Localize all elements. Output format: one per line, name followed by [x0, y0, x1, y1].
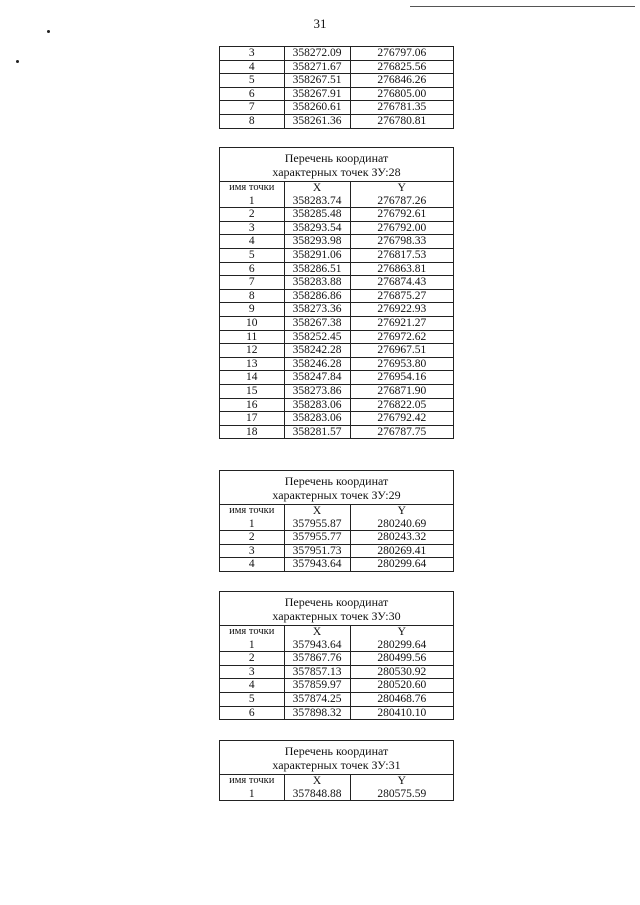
coords-table-zu30 [219, 591, 454, 720]
caption-line: Перечень координат [284, 151, 389, 165]
x-value: 358252.45 [284, 330, 350, 344]
table-row [220, 316, 453, 330]
x-value: 358267.51 [284, 74, 350, 88]
x-value: 357874.25 [284, 692, 350, 706]
caption-line: Перечень координат [284, 474, 389, 488]
table-row [220, 357, 453, 371]
y-value: 280269.41 [350, 544, 453, 558]
caption-line: характерных точек ЗУ:31 [272, 758, 401, 772]
column-header-y: Y [350, 775, 453, 788]
x-value: 358283.74 [284, 195, 350, 208]
y-value: 276817.53 [350, 248, 453, 262]
table-row [220, 303, 453, 317]
table-row [220, 101, 453, 115]
point-name: 8 [220, 289, 284, 303]
column-header-x: X [284, 182, 350, 195]
y-value: 276781.35 [350, 101, 453, 115]
scan-mark [16, 60, 19, 63]
point-name: 4 [220, 60, 284, 74]
x-value: 358260.61 [284, 101, 350, 115]
table-row [220, 706, 453, 719]
coords-table-zu31 [219, 740, 454, 801]
point-name: 12 [220, 344, 284, 358]
table-row [220, 248, 453, 262]
y-value: 280499.56 [350, 652, 453, 666]
point-name: 7 [220, 101, 284, 115]
point-name: 11 [220, 330, 284, 344]
point-name: 5 [220, 248, 284, 262]
caption-line: характерных точек ЗУ:29 [272, 488, 401, 502]
point-name: 2 [220, 531, 284, 545]
column-header-name: имя точки [220, 182, 284, 195]
table-row [220, 412, 453, 426]
x-value: 358293.54 [284, 221, 350, 235]
table-header-row [220, 775, 453, 788]
y-value: 280243.32 [350, 531, 453, 545]
table-row [220, 425, 453, 438]
caption-line: характерных точек ЗУ:30 [272, 609, 401, 623]
y-value: 280530.92 [350, 665, 453, 679]
y-value: 276798.33 [350, 235, 453, 249]
point-name: 6 [220, 706, 284, 719]
table-row [220, 679, 453, 693]
x-value: 357859.97 [284, 679, 350, 693]
point-name: 10 [220, 316, 284, 330]
table-row [220, 788, 453, 801]
y-value: 276787.75 [350, 425, 453, 438]
table-row [220, 74, 453, 88]
x-value: 358283.06 [284, 398, 350, 412]
y-value: 276871.90 [350, 384, 453, 398]
point-name: 4 [220, 558, 284, 571]
table-row [220, 344, 453, 358]
table-row [220, 60, 453, 74]
point-name: 18 [220, 425, 284, 438]
point-name: 9 [220, 303, 284, 317]
table-row [220, 398, 453, 412]
y-value: 276797.06 [350, 47, 453, 60]
table-caption [220, 471, 453, 505]
y-value: 280520.60 [350, 679, 453, 693]
y-value: 276874.43 [350, 276, 453, 290]
x-value: 358286.51 [284, 262, 350, 276]
y-value: 276967.51 [350, 344, 453, 358]
x-value: 357848.88 [284, 788, 350, 801]
column-header-name: имя точки [220, 775, 284, 788]
table-header-row [220, 505, 453, 518]
page-number: 31 [313, 16, 327, 31]
y-value: 276780.81 [350, 114, 453, 127]
x-value: 357951.73 [284, 544, 350, 558]
caption-line: Перечень координат [284, 744, 389, 758]
point-name: 1 [220, 639, 284, 652]
x-value: 358283.88 [284, 276, 350, 290]
y-value: 276792.42 [350, 412, 453, 426]
y-value: 276787.26 [350, 195, 453, 208]
y-value: 276822.05 [350, 398, 453, 412]
column-header-x: X [284, 505, 350, 518]
table-caption [220, 741, 453, 775]
column-header-y: Y [350, 505, 453, 518]
x-value: 357898.32 [284, 706, 350, 719]
point-name: 5 [220, 692, 284, 706]
table-row [220, 276, 453, 290]
x-value: 357857.13 [284, 665, 350, 679]
point-name: 6 [220, 87, 284, 101]
x-value: 358286.86 [284, 289, 350, 303]
point-name: 2 [220, 652, 284, 666]
table-row [220, 87, 453, 101]
point-name: 6 [220, 262, 284, 276]
y-value: 276846.26 [350, 74, 453, 88]
y-value: 276922.93 [350, 303, 453, 317]
table-row [220, 692, 453, 706]
top-rule [410, 6, 635, 7]
table-row [220, 221, 453, 235]
point-name: 5 [220, 74, 284, 88]
point-name: 1 [220, 195, 284, 208]
y-value: 276972.62 [350, 330, 453, 344]
y-value: 276805.00 [350, 87, 453, 101]
point-name: 14 [220, 371, 284, 385]
x-value: 357955.87 [284, 518, 350, 531]
table-caption [220, 148, 453, 182]
x-value: 357943.64 [284, 558, 350, 571]
point-name: 3 [220, 544, 284, 558]
coords-table-zu29 [219, 470, 454, 572]
y-value: 280299.64 [350, 558, 453, 571]
coords-table-zu28 [219, 147, 454, 439]
y-value: 280468.76 [350, 692, 453, 706]
x-value: 358272.09 [284, 47, 350, 60]
table-row [220, 330, 453, 344]
y-value: 276792.00 [350, 221, 453, 235]
y-value: 280575.59 [350, 788, 453, 801]
table-row [220, 208, 453, 222]
x-value: 358273.86 [284, 384, 350, 398]
continuation-table [219, 46, 454, 129]
y-value: 276792.61 [350, 208, 453, 222]
table-header-row [220, 626, 453, 639]
y-value: 280240.69 [350, 518, 453, 531]
table-row [220, 114, 453, 127]
x-value: 358267.91 [284, 87, 350, 101]
x-value: 358273.36 [284, 303, 350, 317]
x-value: 358271.67 [284, 60, 350, 74]
table-header-row [220, 182, 453, 195]
table-row [220, 665, 453, 679]
x-value: 358246.28 [284, 357, 350, 371]
column-header-name: имя точки [220, 505, 284, 518]
table-row [220, 652, 453, 666]
caption-line: характерных точек ЗУ:28 [272, 165, 401, 179]
column-header-x: X [284, 626, 350, 639]
table-row [220, 558, 453, 571]
caption-line: Перечень координат [284, 595, 389, 609]
table-row [220, 639, 453, 652]
point-name: 4 [220, 679, 284, 693]
table-row [220, 289, 453, 303]
column-header-name: имя точки [220, 626, 284, 639]
x-value: 358281.57 [284, 425, 350, 438]
point-name: 1 [220, 788, 284, 801]
x-value: 358247.84 [284, 371, 350, 385]
x-value: 357943.64 [284, 639, 350, 652]
table-row [220, 235, 453, 249]
x-value: 358291.06 [284, 248, 350, 262]
y-value: 280299.64 [350, 639, 453, 652]
x-value: 357867.76 [284, 652, 350, 666]
point-name: 7 [220, 276, 284, 290]
point-name: 8 [220, 114, 284, 127]
y-value: 276953.80 [350, 357, 453, 371]
y-value: 276921.27 [350, 316, 453, 330]
x-value: 358267.38 [284, 316, 350, 330]
column-header-y: Y [350, 626, 453, 639]
y-value: 276875.27 [350, 289, 453, 303]
table-row [220, 195, 453, 208]
point-name: 2 [220, 208, 284, 222]
point-name: 1 [220, 518, 284, 531]
y-value: 276863.81 [350, 262, 453, 276]
y-value: 280410.10 [350, 706, 453, 719]
y-value: 276825.56 [350, 60, 453, 74]
point-name: 4 [220, 235, 284, 249]
x-value: 358293.98 [284, 235, 350, 249]
table-row [220, 531, 453, 545]
point-name: 13 [220, 357, 284, 371]
x-value: 358283.06 [284, 412, 350, 426]
table-row [220, 371, 453, 385]
point-name: 17 [220, 412, 284, 426]
table-row [220, 47, 453, 60]
table-row [220, 262, 453, 276]
column-header-x: X [284, 775, 350, 788]
point-name: 16 [220, 398, 284, 412]
x-value: 358285.48 [284, 208, 350, 222]
y-value: 276954.16 [350, 371, 453, 385]
point-name: 15 [220, 384, 284, 398]
point-name: 3 [220, 47, 284, 60]
x-value: 358261.36 [284, 114, 350, 127]
table-row [220, 518, 453, 531]
column-header-y: Y [350, 182, 453, 195]
x-value: 357955.77 [284, 531, 350, 545]
x-value: 358242.28 [284, 344, 350, 358]
point-name: 3 [220, 221, 284, 235]
table-caption [220, 592, 453, 626]
point-name: 3 [220, 665, 284, 679]
table-row [220, 384, 453, 398]
table-row [220, 544, 453, 558]
